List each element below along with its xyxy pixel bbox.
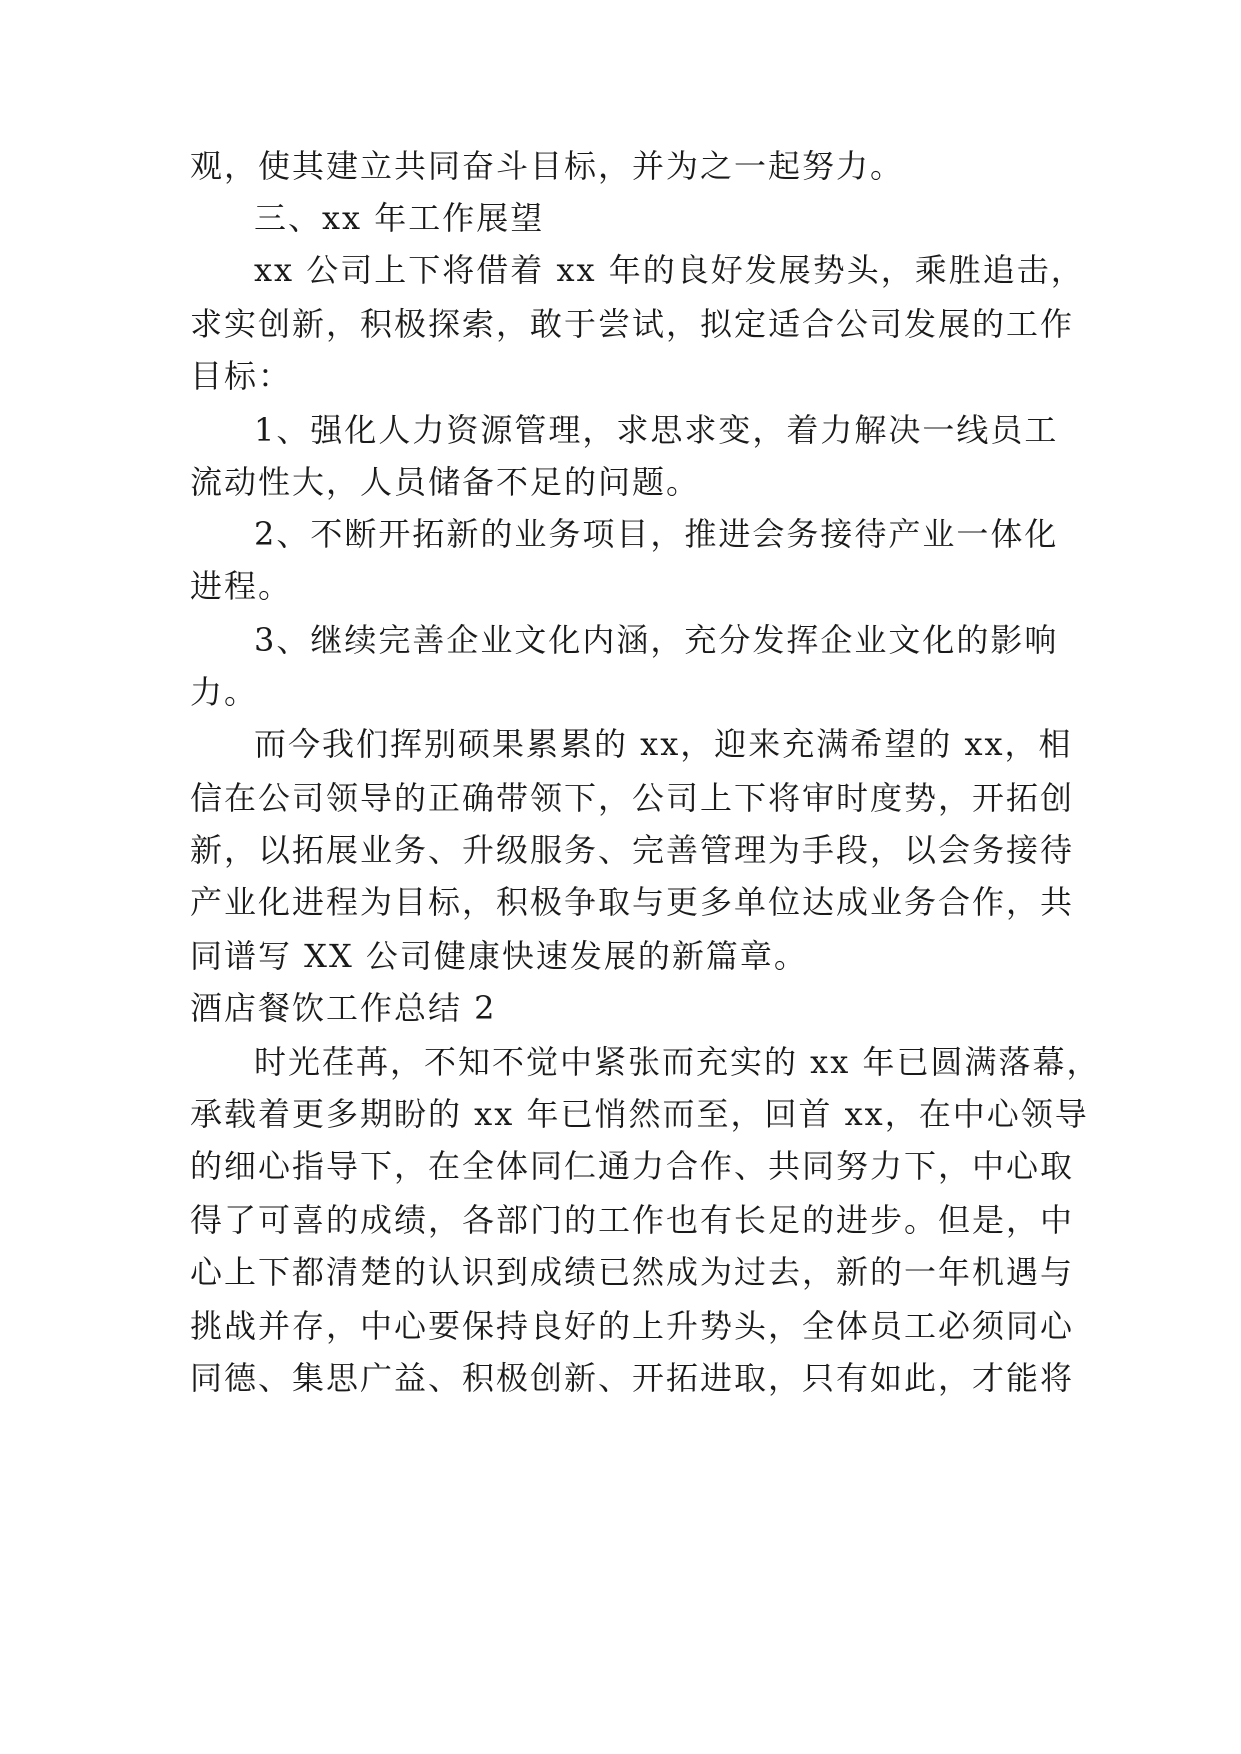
text-line: 的细心指导下，在全体同仁通力合作、共同努力下，中心取 bbox=[190, 1147, 1075, 1185]
list-item: 2、不断开拓新的业务项目，推进会务接待产业一体化 bbox=[254, 515, 1059, 553]
text-line: 信在公司领导的正确带领下，公司上下将审时度势，开拓创 bbox=[190, 779, 1075, 817]
text-line: 承载着更多期盼的 xx 年已悄然而至，回首 xx，在中心领导 bbox=[190, 1095, 1089, 1133]
section-heading: 三、xx 年工作展望 bbox=[254, 199, 545, 237]
text-line: 求实创新，积极探索，敢于尝试，拟定适合公司发展的工作 bbox=[190, 305, 1075, 343]
text-line: 目标： bbox=[190, 357, 293, 395]
text-line: 心上下都清楚的认识到成绩已然成为过去，新的一年机遇与 bbox=[190, 1253, 1075, 1291]
text-line: 进程。 bbox=[190, 567, 293, 605]
article-title: 酒店餐饮工作总结 2 bbox=[190, 989, 497, 1027]
text-line: 同德、集思广益、积极创新、开拓进取，只有如此，才能将 bbox=[190, 1359, 1075, 1397]
text-line: 得了可喜的成绩，各部门的工作也有长足的进步。但是，中 bbox=[190, 1201, 1075, 1239]
text-line: 产业化进程为目标，积极争取与更多单位达成业务合作，共 bbox=[190, 883, 1075, 921]
text-line: 时光荏苒，不知不觉中紧张而充实的 xx 年已圆满落幕， bbox=[254, 1043, 1101, 1081]
list-item: 3、继续完善企业文化内涵，充分发挥企业文化的影响 bbox=[254, 621, 1059, 659]
text-line: 观，使其建立共同奋斗目标，并为之一起努力。 bbox=[190, 147, 905, 185]
text-line: 流动性大，人员储备不足的问题。 bbox=[190, 463, 701, 501]
text-line: xx 公司上下将借着 xx 年的良好发展势头，乘胜追击， bbox=[254, 251, 1085, 289]
text-line: 挑战并存，中心要保持良好的上升势头，全体员工必须同心 bbox=[190, 1307, 1075, 1345]
text-line: 同谱写 XX 公司健康快速发展的新篇章。 bbox=[190, 937, 808, 975]
text-line: 新，以拓展业务、升级服务、完善管理为手段，以会务接待 bbox=[190, 831, 1075, 869]
text-line: 力。 bbox=[190, 673, 259, 711]
text-line: 而今我们挥别硕果累累的 xx，迎来充满希望的 xx，相 bbox=[254, 725, 1073, 763]
list-item: 1、强化人力资源管理，求思求变，着力解决一线员工 bbox=[254, 411, 1059, 449]
